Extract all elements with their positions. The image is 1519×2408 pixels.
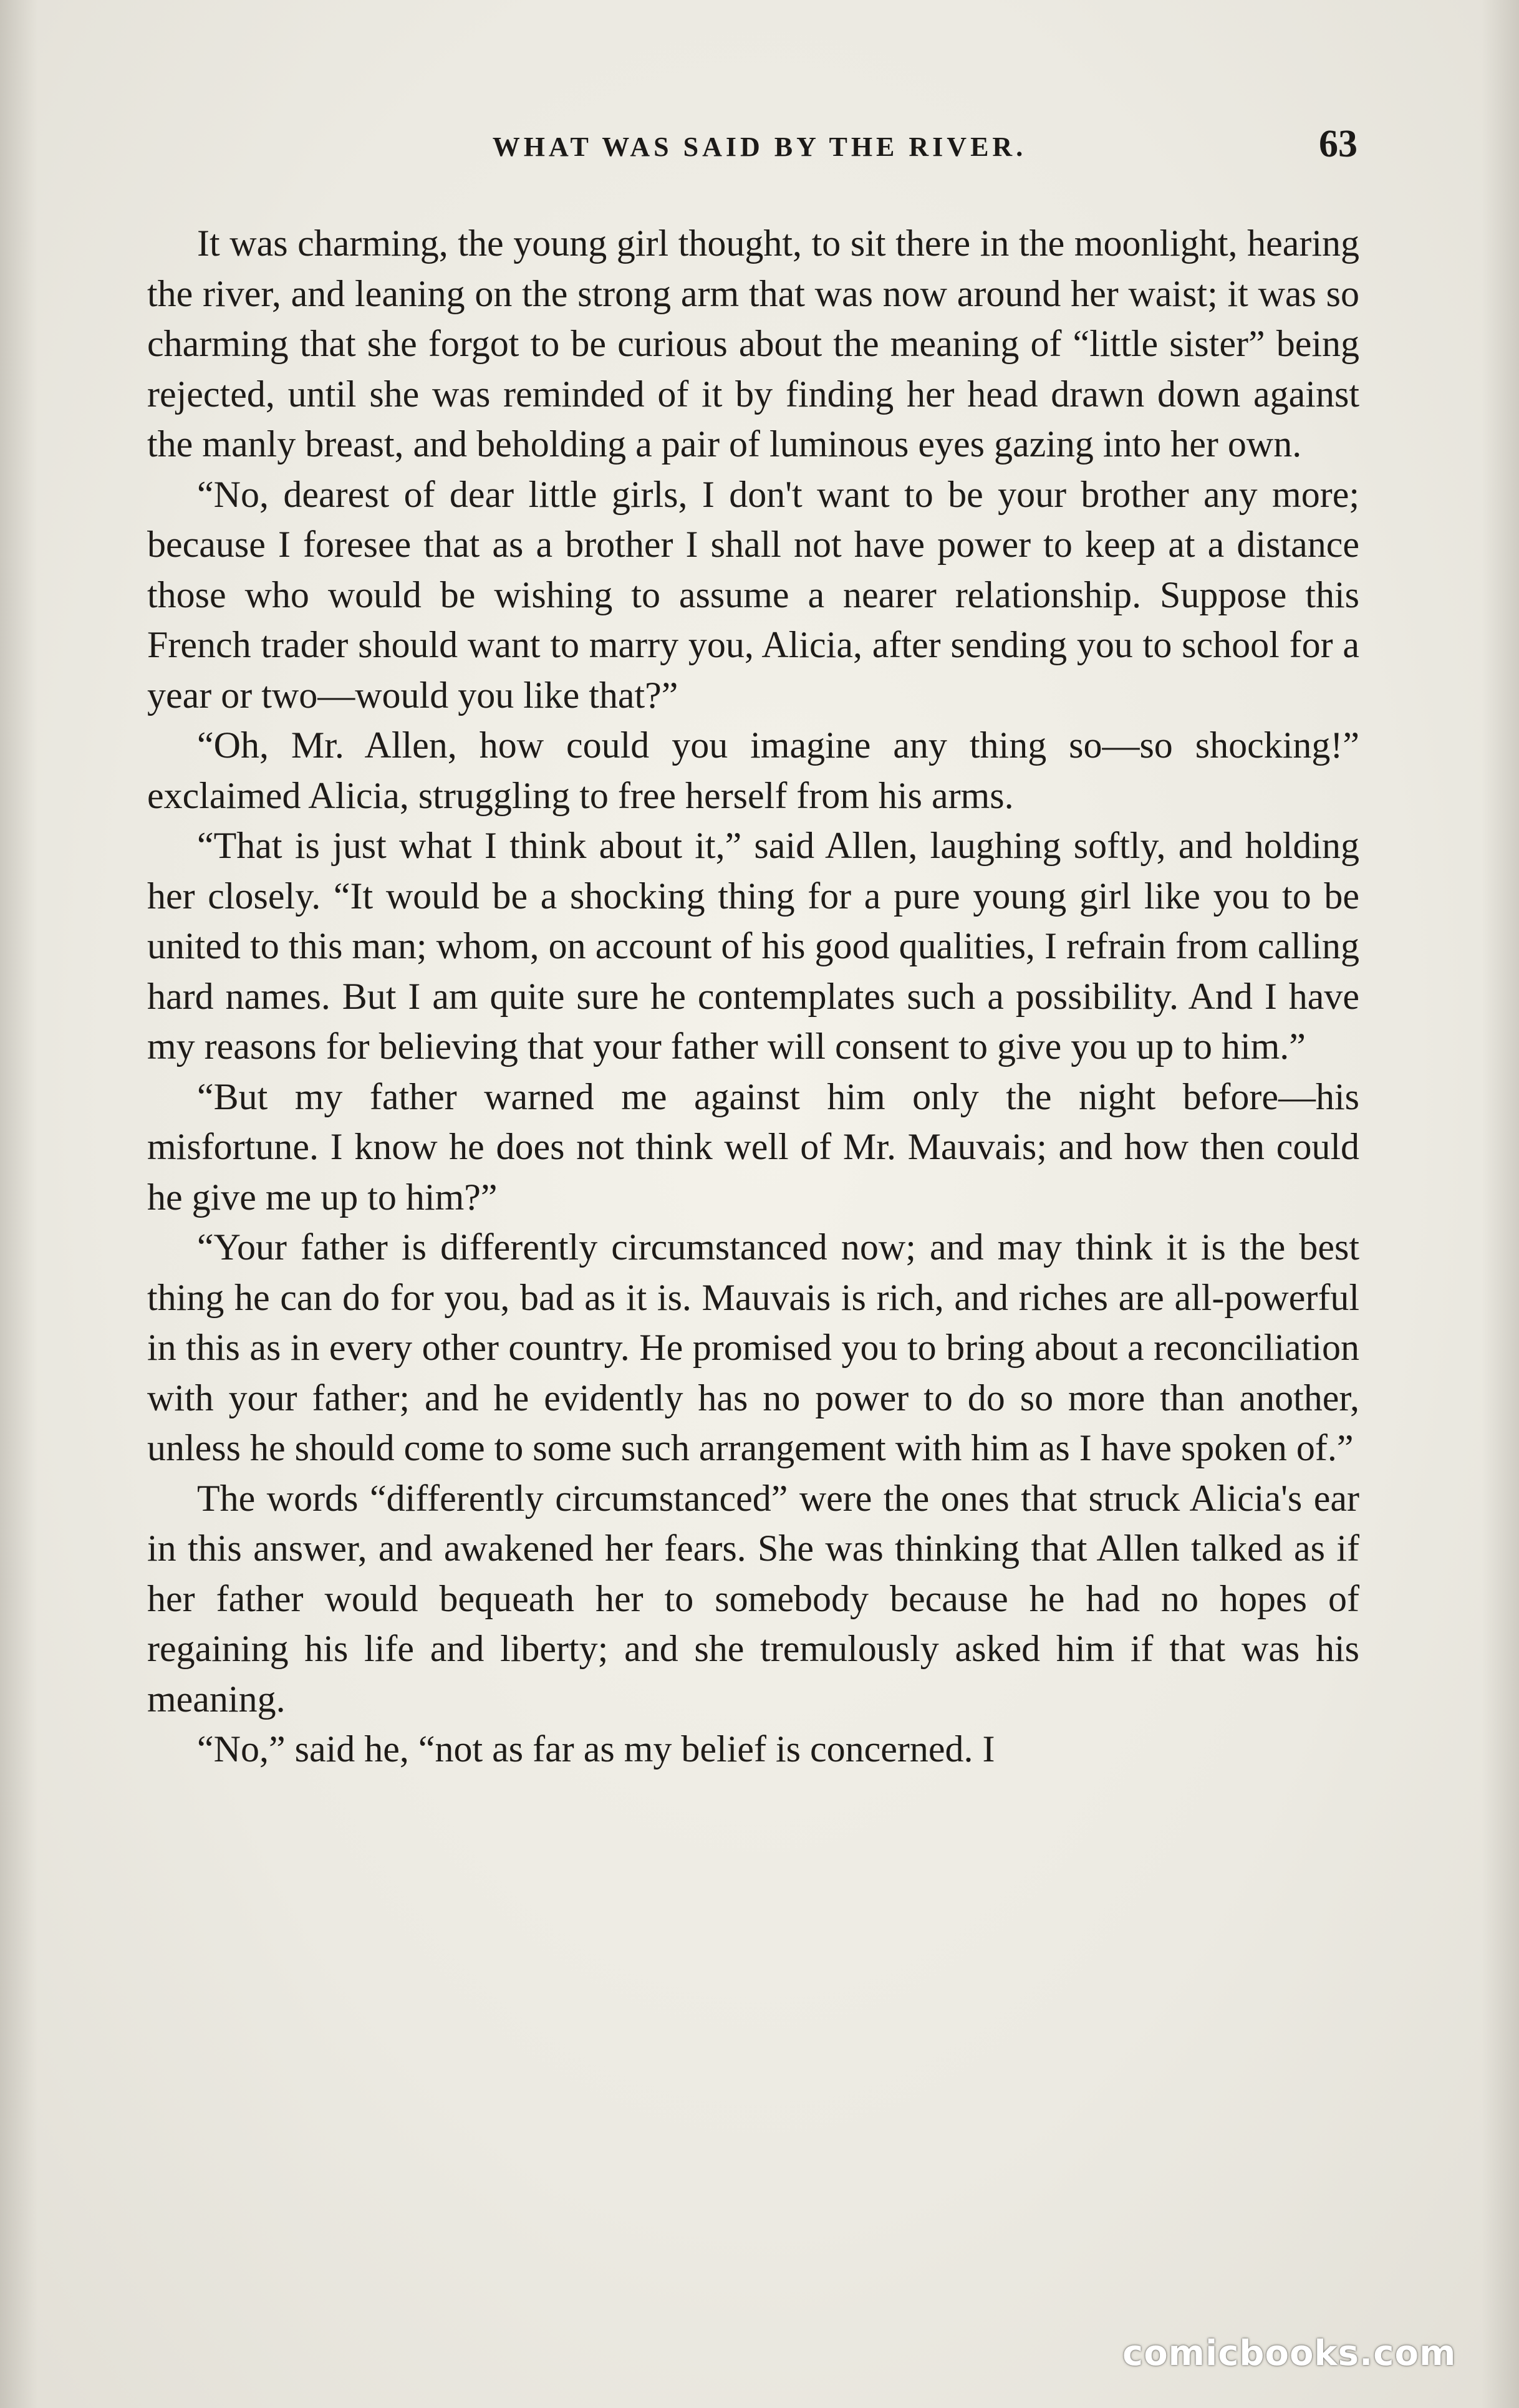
paragraph: The words “differently circumstanced” were the ones that struck Alicia's ear in this answer, and awakened her fears. She was thinking that Allen talked as if her father would bequeath her to somebody because he had no hopes of regaining his life and liberty; and she tremulously asked him if that was his meaning. bbox=[147, 1477, 1359, 1720]
watermark: comicbooks.com bbox=[1122, 2333, 1457, 2374]
page-number: 63 bbox=[1319, 123, 1357, 165]
paragraph: “Oh, Mr. Allen, how could you imagine any thing so—so shocking!” exclaimed Alicia, struggling to free herself from his arms. bbox=[147, 725, 1359, 816]
paragraph: “No, dearest of dear little girls, I don't want to be your brother any more; because I foresee that as a brother I shall not have power to keep at a distance those who would be wishing to assume a nearer relationship. Suppose this French trader should want to marry you, Alicia, after sending you to school for a year or two—would you like that?” bbox=[147, 473, 1359, 716]
paragraph: “Your father is differently circumstanced now; and may think it is the best thing he can do for you, bad as it is. Mauvais is rich, and riches are all-powerful in this as in every other country. He promised you to bring about a reconciliation with your father; and he evidently has no power to do so more than another, unless he should come to some such arrangement with him as I have spoken of.” bbox=[147, 1226, 1359, 1468]
right-page-edge bbox=[1482, 0, 1519, 2408]
paragraph: “That is just what I think about it,” said Allen, laughing softly, and holding her closely. “It would be a shocking thing for a pure young girl like you to be united to this man; whom, on account of his good qualities, I refrain from calling hard names. But I am quite sure he contemplates such a possibility. And I have my reasons for believing that your father will consent to give you up to him.” bbox=[147, 825, 1359, 1067]
paragraph: It was charming, the young girl thought, to sit there in the moonlight, hearing the river, and leaning on the strong arm that was now around her waist; it was so charming that she forgot to be curious about the meaning of “little sister” being rejected, until she was reminded of it by finding her head drawn down against the manly breast, and beholding a pair of luminous eyes gazing into her own. bbox=[147, 223, 1359, 465]
paragraph: “But my father warned me against him only the night before—his misfortune. I know he does not think well of Mr. Mauvais; and how then could he give me up to him?” bbox=[147, 1076, 1359, 1218]
running-title: WHAT WAS SAID BY THE RIVER. bbox=[492, 132, 1027, 162]
left-page-edge bbox=[0, 0, 37, 2408]
body-text bbox=[147, 218, 1359, 1775]
paragraph: “No,” said he, “not as far as my belief is concerned. I bbox=[197, 1728, 995, 1770]
page-header bbox=[0, 122, 1519, 178]
